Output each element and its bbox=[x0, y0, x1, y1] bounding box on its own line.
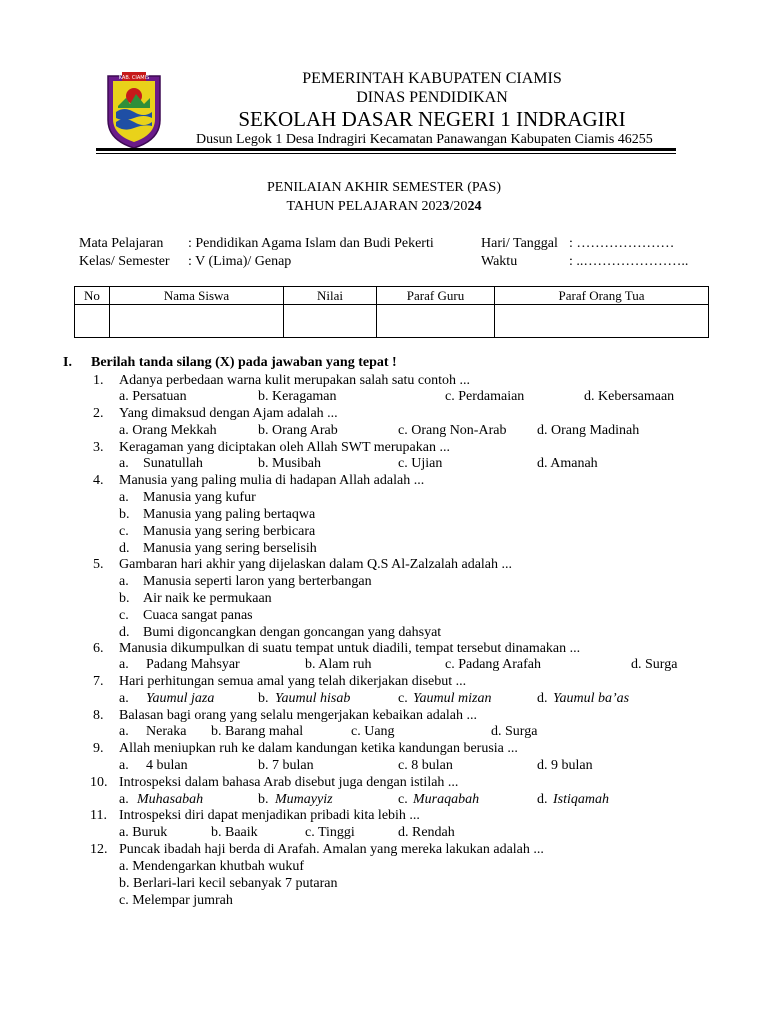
col-header-paraf-orang-tua: Paraf Orang Tua bbox=[495, 287, 709, 305]
question-text: Introspeksi diri dapat menjadikan pribadi kita lebih ... bbox=[119, 808, 420, 823]
option-d: d. 9 bulan bbox=[537, 758, 593, 773]
cell-paraf-guru[interactable] bbox=[377, 305, 495, 338]
table-row bbox=[75, 305, 709, 338]
option-b-letter: b. bbox=[119, 507, 130, 522]
question-number: 2. bbox=[93, 406, 104, 421]
logo-text-kab-ciamis: KAB. CIAMIS bbox=[118, 75, 150, 81]
option-c: c. Uang bbox=[351, 724, 395, 739]
question-text: Puncak ibadah haji berda di Arafah. Amalan yang mereka lakukan adalah ... bbox=[119, 842, 544, 857]
option-c: Cuaca sangat panas bbox=[143, 608, 253, 623]
question-text: Adanya perbedaan warna kulit merupakan salah satu contoh ... bbox=[119, 373, 471, 388]
question-text: Balasan bagi orang yang selalu mengerjakan kebaikan adalah ... bbox=[119, 708, 478, 723]
header-rule-thin bbox=[96, 153, 676, 154]
option-a-letter: a. bbox=[119, 490, 129, 505]
question-number: 7. bbox=[93, 674, 104, 689]
cell-nilai[interactable] bbox=[284, 305, 377, 338]
student-score-table bbox=[74, 286, 709, 338]
option-d: d. Surga bbox=[631, 657, 678, 672]
option-b: Manusia yang paling bertaqwa bbox=[143, 507, 316, 522]
mapel-label: Mata Pelajaran bbox=[79, 236, 164, 251]
question-number: 8. bbox=[93, 708, 104, 723]
option-d-letter: d. bbox=[537, 691, 548, 706]
option-c: c. Melempar jumrah bbox=[119, 893, 233, 908]
kelas-label: Kelas/ Semester bbox=[79, 254, 170, 269]
option-d: d. Amanah bbox=[537, 456, 598, 471]
question-text: Gambaran hari akhir yang dijelaskan dalam Q.S Al-Zalzalah adalah ... bbox=[119, 557, 513, 572]
option-b: b. Berlari-lari kecil sebanyak 7 putaran bbox=[119, 876, 338, 891]
option-d: Bumi digoncangkan dengan goncangan yang dahsyat bbox=[143, 625, 442, 640]
waktu-value: : ..………………….. bbox=[569, 254, 689, 269]
option-b: b. Alam ruh bbox=[305, 657, 372, 672]
option-a-letter: a. bbox=[119, 792, 129, 807]
header-school-name: SEKOLAH DASAR NEGERI 1 INDRAGIRI bbox=[238, 107, 626, 131]
option-a: Manusia yang kufur bbox=[143, 490, 256, 505]
option-a: Yaumul jaza bbox=[146, 691, 215, 706]
option-d: Yaumul ba’as bbox=[553, 691, 630, 706]
question-number: 4. bbox=[93, 473, 104, 488]
question-number: 5. bbox=[93, 557, 104, 572]
option-b-letter: b. bbox=[258, 792, 269, 807]
option-b: b. Baaik bbox=[211, 825, 258, 840]
option-b: Air naik ke permukaan bbox=[143, 591, 272, 606]
mapel-value: : Pendidikan Agama Islam dan Budi Pekerti bbox=[188, 236, 434, 251]
option-c: c. Perdamaian bbox=[445, 389, 525, 404]
option-d: d. Orang Madinah bbox=[537, 423, 640, 438]
hari-label: Hari/ Tanggal bbox=[481, 236, 558, 251]
question-text: Introspeksi dalam bahasa Arab disebut juga dengan istilah ... bbox=[119, 775, 459, 790]
option-a: Sunatullah bbox=[143, 456, 203, 471]
option-a-letter: a. bbox=[119, 657, 129, 672]
exam-title: PENILAIAN AKHIR SEMESTER (PAS) bbox=[266, 180, 501, 195]
header-rule-thick bbox=[96, 148, 676, 151]
col-header-paraf-guru: Paraf Guru bbox=[377, 287, 495, 305]
option-c-letter: c. bbox=[119, 608, 129, 623]
academic-year-prefix: TAHUN PELAJARAN 202 bbox=[286, 199, 443, 214]
question-number: 6. bbox=[93, 641, 104, 656]
header-address: Dusun Legok 1 Desa Indragiri Kecamatan Panawangan Kabupaten Ciamis 46255 bbox=[196, 132, 653, 147]
option-a: a. Buruk bbox=[119, 825, 168, 840]
option-d: Istiqamah bbox=[553, 792, 609, 807]
option-a: Muhasabah bbox=[137, 792, 204, 807]
option-c-letter: c. bbox=[398, 792, 408, 807]
question-number: 9. bbox=[93, 741, 104, 756]
section-instruction: Berilah tanda silang (X) pada jawaban yang tepat ! bbox=[91, 355, 397, 370]
option-a: a. Orang Mekkah bbox=[119, 423, 217, 438]
option-a-letter: a. bbox=[119, 456, 129, 471]
option-d-letter: d. bbox=[119, 541, 130, 556]
question-number: 10. bbox=[90, 775, 108, 790]
option-b: b. Barang mahal bbox=[211, 724, 304, 739]
option-c: c. Tinggi bbox=[305, 825, 355, 840]
option-c-letter: c. bbox=[398, 691, 408, 706]
table-header-row bbox=[75, 287, 709, 305]
question-text: Hari perhitungan semua amal yang telah dikerjakan disebut ... bbox=[119, 674, 467, 689]
col-header-no: No bbox=[75, 287, 110, 305]
option-c-letter: c. bbox=[119, 524, 129, 539]
question-text: Keragaman yang diciptakan oleh Allah SWT merupakan ... bbox=[119, 440, 450, 455]
header-government: PEMERINTAH KABUPATEN CIAMIS bbox=[302, 70, 562, 87]
option-a: a. Persatuan bbox=[119, 389, 187, 404]
option-b-letter: b. bbox=[119, 591, 130, 606]
option-c: Yaumul mizan bbox=[413, 691, 492, 706]
option-a-letter: a. bbox=[119, 758, 129, 773]
option-b: Mumayyiz bbox=[275, 792, 333, 807]
cell-paraf-orang-tua[interactable] bbox=[495, 305, 709, 338]
option-d-letter: d. bbox=[537, 792, 548, 807]
option-b: b. 7 bulan bbox=[258, 758, 314, 773]
col-header-nama-siswa: Nama Siswa bbox=[110, 287, 284, 305]
cell-no[interactable] bbox=[75, 305, 110, 338]
academic-year-bold-2: 24 bbox=[467, 199, 482, 214]
question-text: Yang dimaksud dengan Ajam adalah ... bbox=[119, 406, 338, 421]
waktu-label: Waktu bbox=[481, 254, 518, 269]
option-a-letter: a. bbox=[119, 574, 129, 589]
hari-value: : ………………… bbox=[569, 236, 675, 251]
option-c: c. Ujian bbox=[398, 456, 443, 471]
option-a: Padang Mahsyar bbox=[146, 657, 240, 672]
option-b: b. Musibah bbox=[258, 456, 321, 471]
header-department: DINAS PENDIDIKAN bbox=[356, 89, 508, 106]
question-text: Manusia yang paling mulia di hadapan Allah adalah ... bbox=[119, 473, 425, 488]
option-a: Manusia seperti laron yang berterbangan bbox=[143, 574, 372, 589]
section-number: I. bbox=[63, 355, 72, 370]
option-b: b. Orang Arab bbox=[258, 423, 338, 438]
option-d: Manusia yang sering berselisih bbox=[143, 541, 317, 556]
academic-year-bold-1: 3 bbox=[442, 199, 450, 214]
option-b: b. Keragaman bbox=[258, 389, 337, 404]
option-c: Manusia yang sering berbicara bbox=[143, 524, 316, 539]
option-d: d. Rendah bbox=[398, 825, 455, 840]
question-text: Manusia dikumpulkan di suatu tempat untuk diadili, tempat tersebut dinamakan ... bbox=[119, 641, 581, 656]
option-c: c. Padang Arafah bbox=[445, 657, 542, 672]
option-d-letter: d. bbox=[119, 625, 130, 640]
question-text: Allah meniupkan ruh ke dalam kandungan ketika kandungan berusia ... bbox=[119, 741, 518, 756]
option-d: d. Kebersamaan bbox=[584, 389, 675, 404]
cell-nama-siswa[interactable] bbox=[110, 305, 284, 338]
question-number: 11. bbox=[90, 808, 107, 823]
option-a-letter: a. bbox=[119, 724, 129, 739]
kelas-value: : V (Lima)/ Genap bbox=[188, 254, 292, 269]
option-c: Muraqabah bbox=[413, 792, 480, 807]
option-b-letter: b. bbox=[258, 691, 269, 706]
option-a: a. Mendengarkan khutbah wukuf bbox=[119, 859, 305, 874]
question-number: 3. bbox=[93, 440, 104, 455]
option-c: c. Orang Non-Arab bbox=[398, 423, 507, 438]
option-a: Neraka bbox=[146, 724, 187, 739]
ciamis-logo bbox=[104, 68, 164, 150]
option-a: 4 bulan bbox=[146, 758, 188, 773]
question-number: 12. bbox=[90, 842, 108, 857]
academic-year-mid: /20 bbox=[449, 199, 468, 214]
question-number: 1. bbox=[93, 373, 104, 388]
academic-year bbox=[0, 199, 768, 215]
option-c: c. 8 bulan bbox=[398, 758, 453, 773]
option-b: Yaumul hisab bbox=[275, 691, 351, 706]
option-d: d. Surga bbox=[491, 724, 538, 739]
option-a-letter: a. bbox=[119, 691, 129, 706]
col-header-nilai: Nilai bbox=[284, 287, 377, 305]
